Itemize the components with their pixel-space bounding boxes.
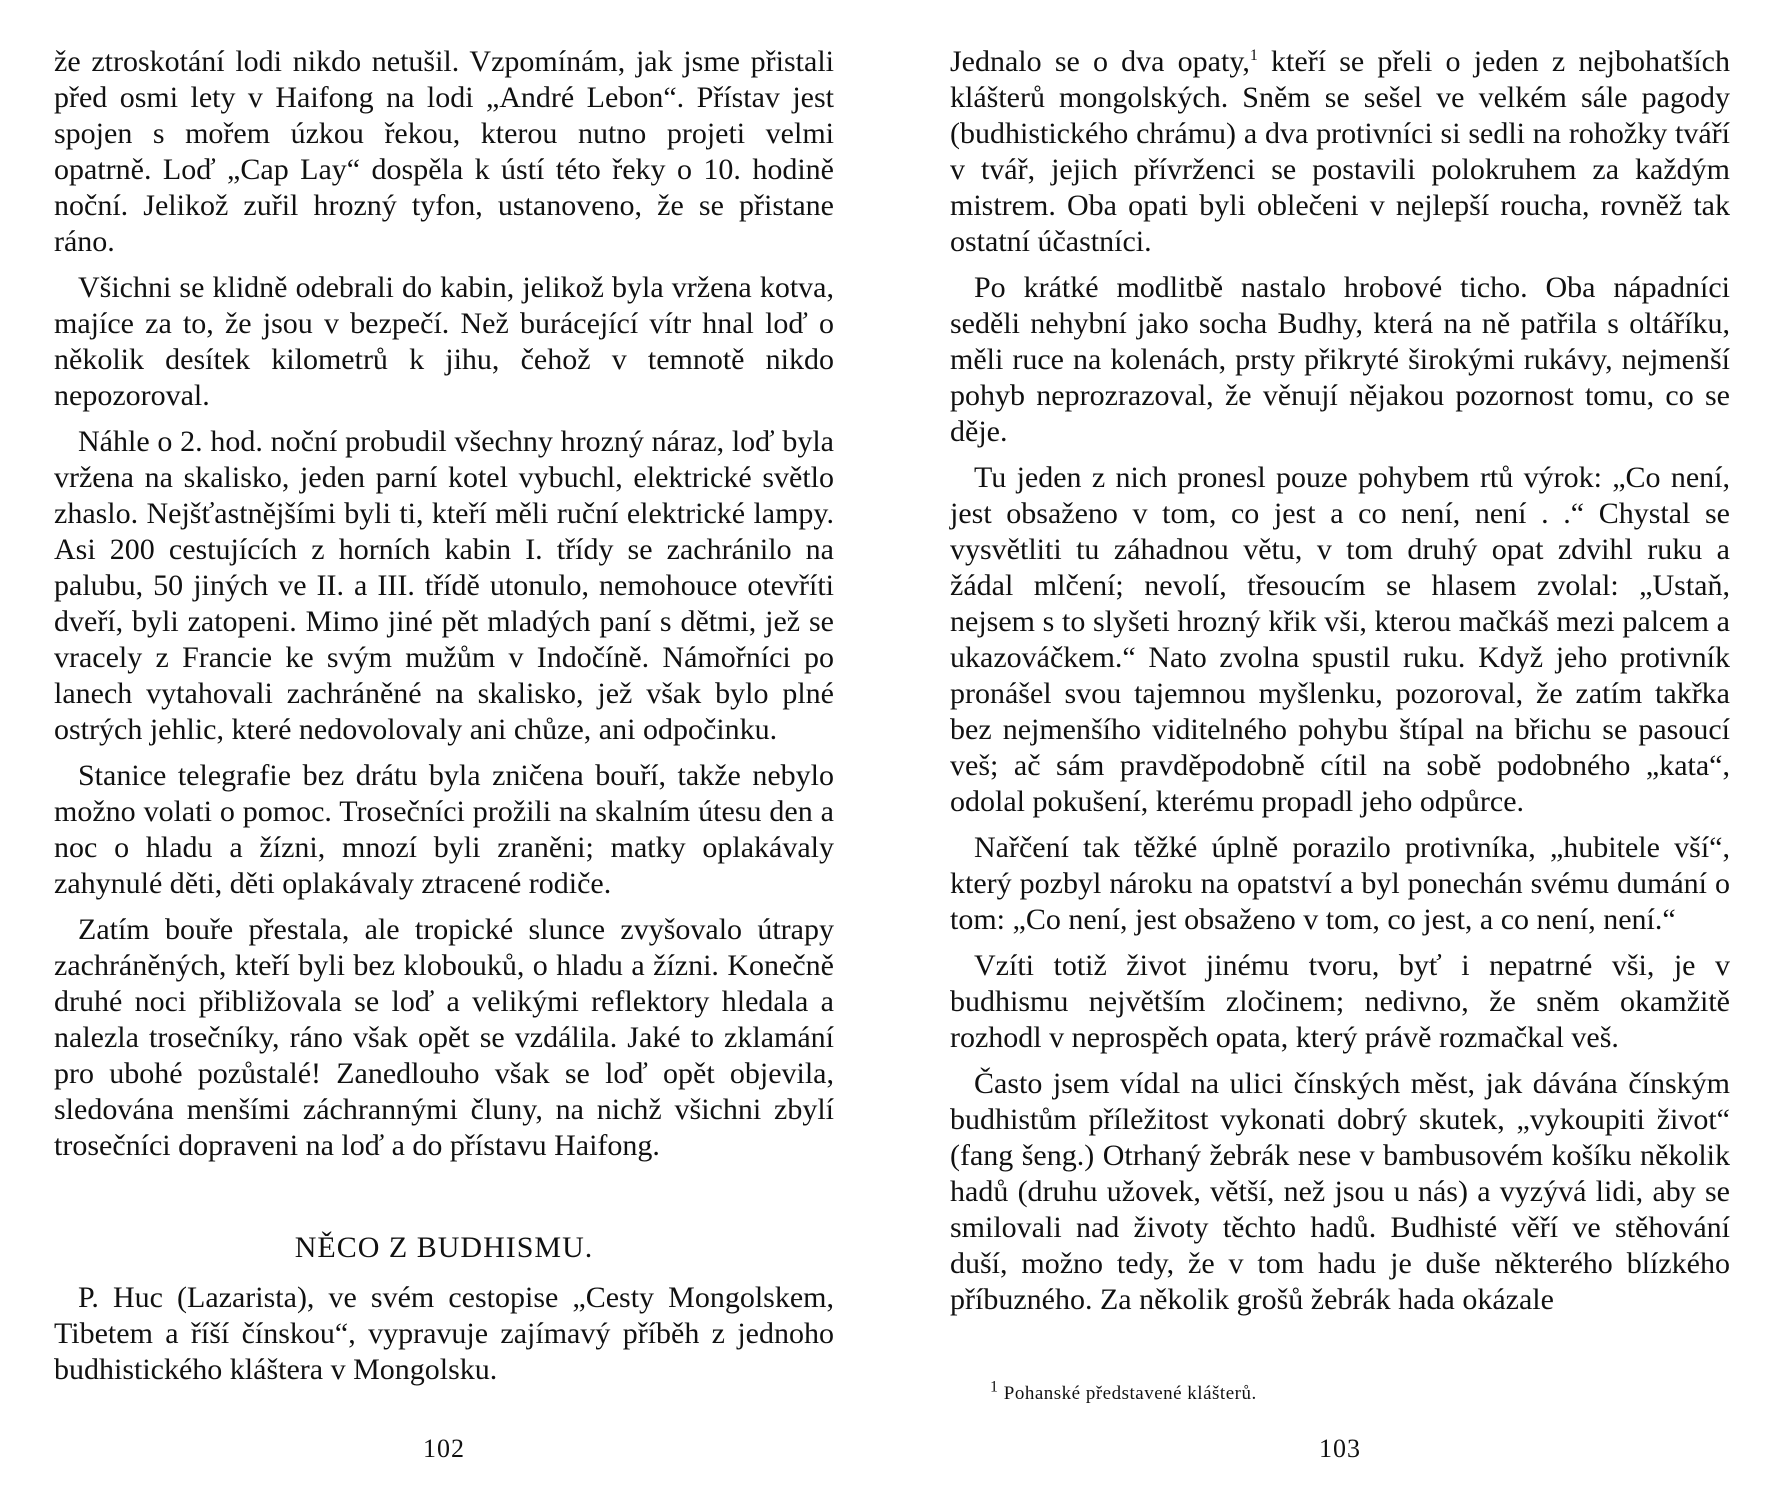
left-page [54, 44, 834, 1464]
left-page-body [54, 44, 834, 1388]
footnote [990, 1378, 1257, 1406]
paragraph: Vzíti totiž život jinému tvoru, byť i nepatrné vši, je v budhismu největším zločinem; nedivno, že sněm okamžitě rozhodl v neprospěch opata, který právě rozmačkal veš. [950, 949, 1730, 1054]
section-heading: NĚCO Z BUDHISMU. [294, 1231, 594, 1264]
paragraph: Zatím bouře přestala, ale tropické slunce zvyšovalo útrapy zachráněných, kteří byli bez klobouků, o hladu a žízni. Konečně druhé noci přibližovala se loď a velikými reflektory hledala a nalezla trosečníky, ráno však opět se vzdálila. Jaké to zklamání pro ubohé pozůstalé! Zanedlouho však se loď opět objevila, sledována menšími záchrannými čluny, na nichž všichni zbylí trosečníci dopraveni na loď a do přístavu Haifong. [54, 913, 834, 1162]
right-page-body [950, 44, 1730, 1318]
paragraph: P. Huc (Lazarista), ve svém cestopise „Cesty Mongolskem, Tibetem a říší čínskou“, vypravuje zajímavý příběh z jednoho budhistického kláštera v Mongolsku. [54, 1281, 834, 1386]
paragraph-text: kteří se přeli o jeden z nejbohatších klášterů mongolských. Sněm se sešel ve velkém sále pagody (budhistického chrámu) a dva protivníci si sedli na rohožky tváří v tvář, jejich přívrženci se postavili polokruhem za každým mistrem. Oba opati byli oblečeni v nejlepší roucha, rovněž tak ostatní účastníci. [950, 45, 1730, 258]
page-number: 102 [423, 1434, 465, 1463]
paragraph: že ztroskotání lodi nikdo netušil. Vzpomínám, jak jsme přistali před osmi lety v Haifong na lodi „André Lebon“. Přístav jest spojen s mořem úzkou řekou, kterou nutno projeti velmi opatrně. Loď „Cap Lay“ dospěla k ústí této řeky o 10. hodině noční. Jelikož zuřil hrozný tyfon, ustanoveno, že se přistane ráno. [54, 45, 834, 258]
footnote-text: Pohanské představené klášterů. [1003, 1383, 1257, 1404]
paragraph: Všichni se klidně odebrali do kabin, jelikož byla vržena kotva, majíce za to, že jsou v bezpečí. Než burácející vítr hnal loď o několik desítek kilometrů k jihu, čehož v temnotě nikdo nepozoroval. [54, 271, 834, 412]
paragraph: Po krátké modlitbě nastalo hrobové ticho. Oba nápadníci seděli nehybní jako socha Budhy, která na ně patřila s oltáříku, měli ruce na kolenách, prsty přikryté širokými rukávy, nejmenší pohyb neprozrazoval, že věnují nějakou pozornost tomu, co se děje. [950, 271, 1730, 448]
footnote-number: 1 [990, 1378, 999, 1396]
paragraph: Stanice telegrafie bez drátu byla zničena bouří, takže nebylo možno volati o pomoc. Trosečníci prožili na skalním útesu den a noc o hladu a žízni, mnozí byli zraněni; matky oplakávaly zahynulé děti, děti oplakávaly ztracené rodiče. [54, 759, 834, 900]
paragraph-text: Jednalo se o dva opaty, [950, 45, 1250, 78]
paragraph: Často jsem vídal na ulici čínských měst, jak dávána čínským budhistům příležitost vykonati dobrý skutek, „vykoupiti život“ (fang šeng.) Otrhaný žebrák nese v bambusovém košíku několik hadů (druhu užovek, větší, než jsou u nás) a vyzývá lidi, aby se smilovali nad životy těchto hadů. Budhisté věří ve stěhování duší, možno tedy, že v tom hadu je duše některého blízkého příbuzného. Za několik grošů žebrák hada okázale [950, 1067, 1730, 1316]
paragraph: Nařčení tak těžké úplně porazilo protivníka, „hubitele vší“, který pozbyl nároku na opatství a byl ponechán svému dumání o tom: „Co není, jest obsaženo v tom, co jest, a co není, není.“ [950, 831, 1730, 936]
page-number: 103 [1319, 1434, 1361, 1463]
paragraph [950, 44, 1730, 260]
paragraph: Náhle o 2. hod. noční probudil všechny hrozný náraz, loď byla vržena na skalisko, jeden parní kotel vybuchl, elektrické světlo zhaslo. Nejšťastnějšími byli ti, kteří měli ruční elektrické lampy. Asi 200 cestujících z horních kabin I. třídy se zachránilo na palubu, 50 jiných ve II. a III. třídě utonulo, nemohouce otevříti dveří, byli zatopeni. Mimo jiné pět mladých paní s dětmi, jež se vracely z Francie ke svým mužům v Indočíně. Námořníci po lanech vytahovali zachráněné na skalisko, jež však bylo plné ostrých jehlic, které nedovolovaly ani chůze, ani odpočinku. [54, 425, 834, 746]
paragraph: Tu jeden z nich pronesl pouze pohybem rtů výrok: „Co není, jest obsaženo v tom, co jest a co není, není . .“ Chystal se vysvětliti tu záhadnou větu, v tom druhý opat zdvihl ruku a žádal mlčení; nevolí, třesoucím se hlasem zvolal: „Ustaň, nejsem s to slyšeti hrozný křik vši, kterou mačkáš mezi palcem a ukazováčkem.“ Nato zvolna spustil ruku. Když jeho protivník pronášel svou tajemnou myšlenku, pozoroval, že zatím takřka bez nejmenšího viditelného pohybu štípal na břichu se pasoucí veš; ač sám pravděpodobně cítil na sobě podobného „kata“, odolal pokušení, kterému propadl jeho odpůrce. [950, 461, 1730, 818]
right-page [950, 44, 1730, 1464]
footnote-reference: 1 [1249, 47, 1258, 64]
